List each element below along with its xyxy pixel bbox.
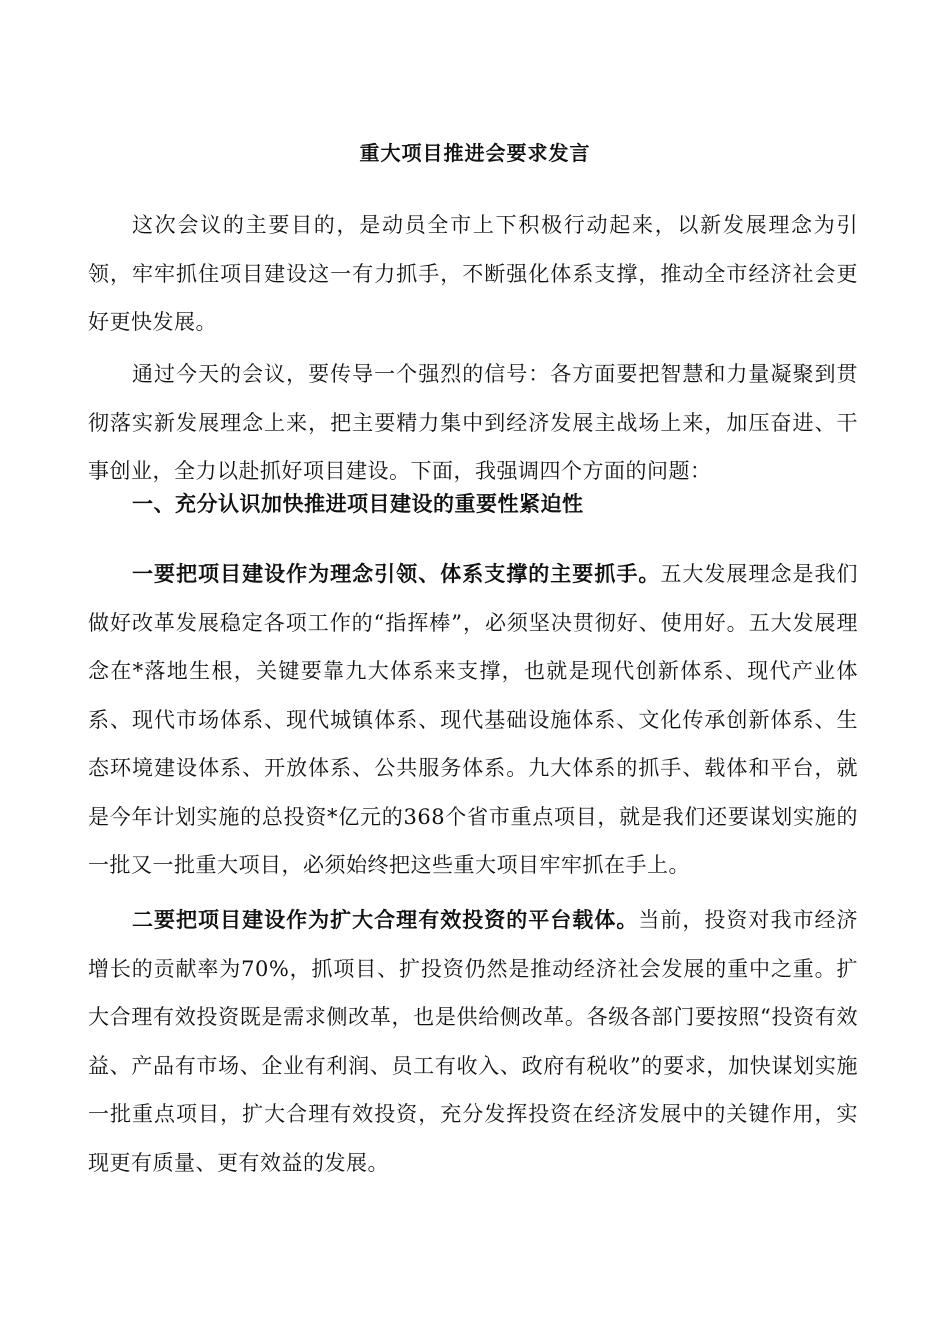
point-paragraph-2: [88, 896, 858, 1187]
intro-paragraph: 这次会议的主要目的，是动员全市上下积极行动起来，以新发展理念为引领，牢牢抓住项目建设这一有力抓手，不断强化体系支撑，推动全市经济社会更好更快发展。: [88, 213, 858, 334]
point-text-1: 五大发展理念是我们做好改革发展稳定各项工作的“指挥棒”，必须坚决贯彻好、使用好。五大发展理念在*落地生根，关键要靠九大体系来支撑，也就是现代创新体系、现代产业体系、现代市场体系、现代城镇体系、现代基础设施体系、文化传承创新体系、生态环境建设体系、开放体系、公共服务体系。九大体系的抓手、载体和平台，就是今年计划实施的总投资*亿元的368个省市重点项目，就是我们还要谋划实施的一批又一批重大项目，必须始终把这些重大项目牢牢抓在手上。: [88, 562, 858, 877]
document-title: 重大项目推进会要求发言: [359, 141, 591, 165]
point-lead-1: 一要把项目建设作为理念引领、体系支撑的主要抓手。: [132, 561, 661, 586]
point-paragraph-1: [88, 550, 858, 890]
signal-paragraph: 通过今天的会议，要传导一个强烈的信号：各方面要把智慧和力量凝聚到贯彻落实新发展理念上来，把主要精力集中到经济发展主战场上来，加压奋进、干事创业，全力以赴抓好项目建设。下面，我强调四个方面的问题：: [88, 362, 858, 483]
section-heading: 一、充分认识加快推进项目建设的重要性紧迫性: [132, 491, 584, 516]
point-lead-2: 二要把项目建设作为扩大合理有效投资的平台载体。: [132, 907, 639, 932]
point-text-2: 当前，投资对我市经济增长的贡献率为70%，抓项目、扩投资仍然是推动经济社会发展的重中之重。扩大合理有效投资既是需求侧改革，也是供给侧改革。各级各部门要按照“投资有效益、产品有市场、企业有利润、员工有收入、政府有税收”的要求，加快谋划实施一批重点项目，扩大合理有效投资，充分发挥投资在经济发展中的关键作用，实现更有质量、更有效益的发展。: [88, 908, 858, 1175]
